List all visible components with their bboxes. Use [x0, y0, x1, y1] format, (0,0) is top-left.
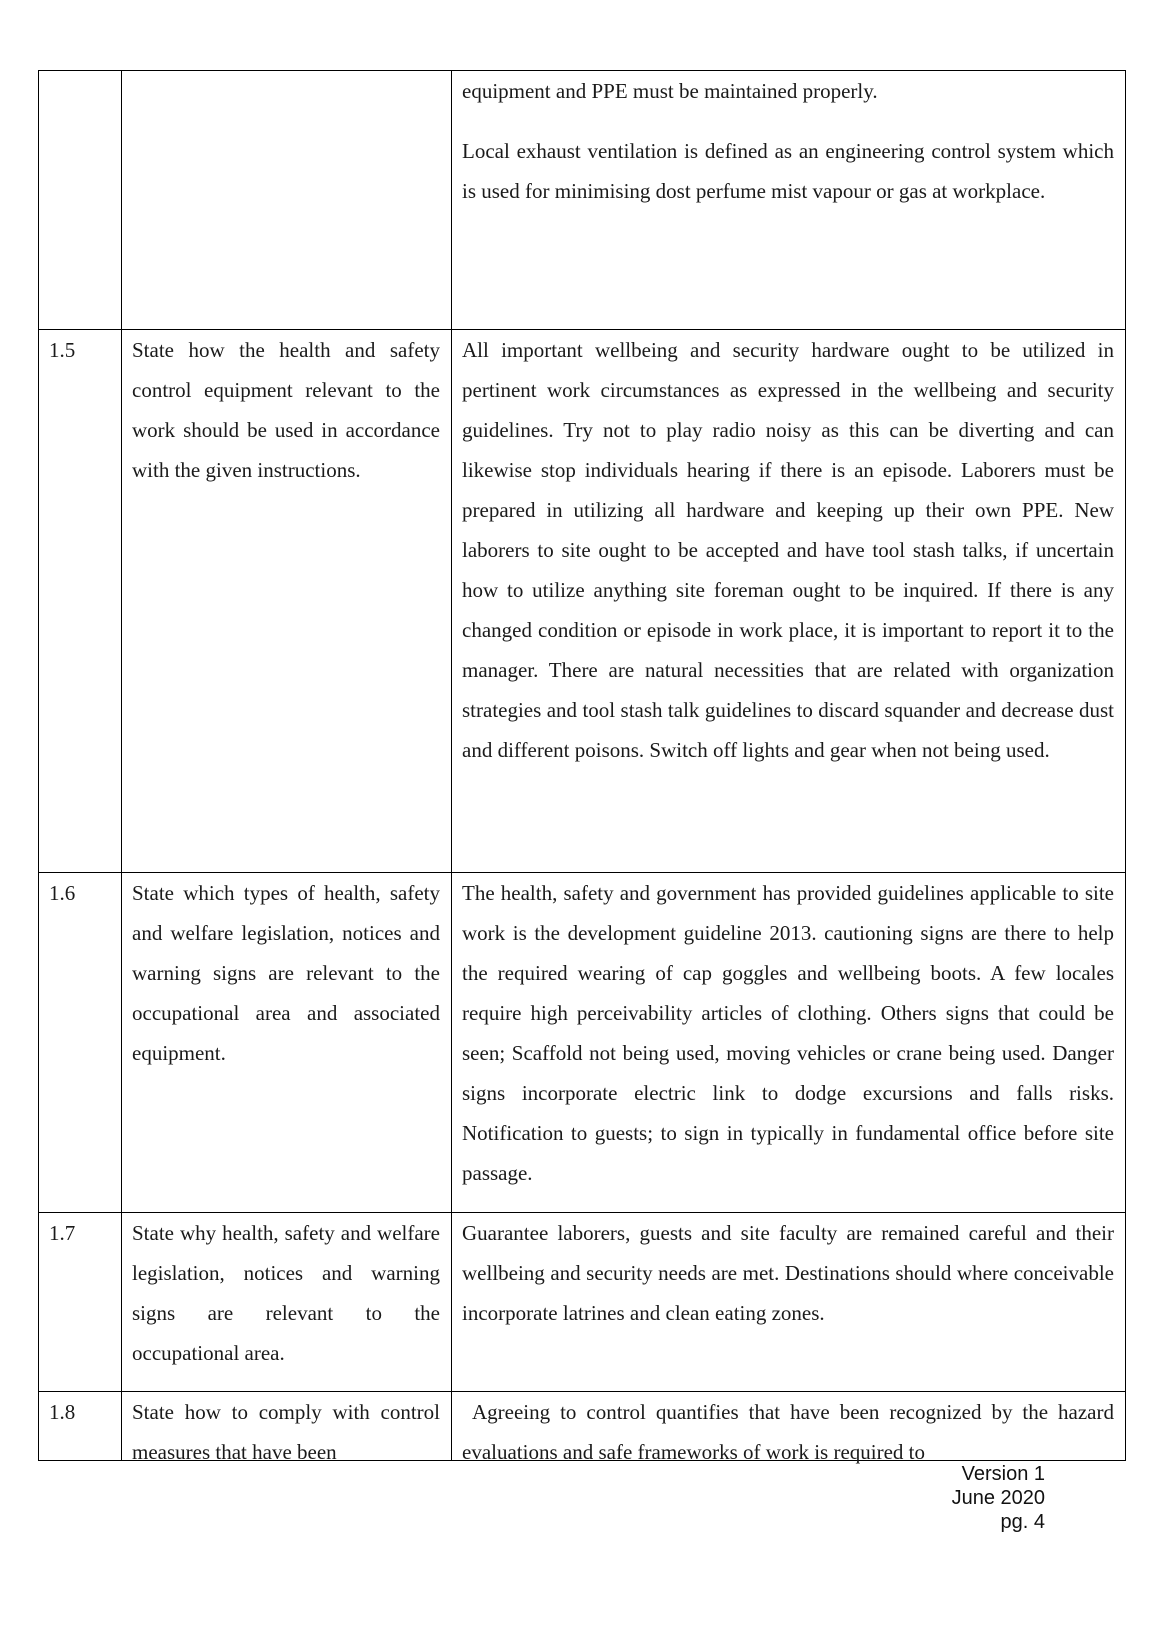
- row-number-cell: [39, 71, 122, 330]
- table-row: [39, 873, 1126, 1213]
- answer-cell: [452, 873, 1126, 1213]
- row-number: 1.6: [49, 881, 76, 905]
- question-cell: [122, 1213, 452, 1392]
- answer-text: Agreeing to control quantifies that have been recognized by the hazard evaluations and safe frameworks of work is required to: [462, 1400, 1120, 1464]
- answer-cell: [452, 1392, 1126, 1464]
- answer-text: Guarantee laborers, guests and site faculty are remained careful and their wellbeing and security needs are met. Destinations should where conceivable incorporate latrines and clean eating zones.: [462, 1221, 1114, 1325]
- row-number: 1.8: [49, 1400, 76, 1424]
- question-text: State how the health and safety control equipment relevant to the work should be used in accordance with the given instructions.: [132, 338, 440, 482]
- page-footer: [952, 1462, 1045, 1534]
- table-row: [39, 1392, 1126, 1461]
- question-text: State why health, safety and welfare legislation, notices and warning signs are relevant to the occupational area.: [132, 1221, 440, 1365]
- row-number: 1.7: [49, 1221, 76, 1245]
- answer-text: equipment and PPE must be maintained properly.: [462, 79, 878, 103]
- answer-text: Local exhaust ventilation is defined as an engineering control system which is used for minimising dost perfume mist vapour or gas at workplace.: [462, 139, 1114, 203]
- table-row: [39, 71, 1126, 330]
- question-text: State which types of health, safety and welfare legislation, notices and warning signs are relevant to the occupational area and associated equipment.: [132, 881, 440, 1065]
- page-number: pg. 4: [1000, 1511, 1045, 1533]
- table-row: [39, 330, 1126, 873]
- question-cell: [122, 873, 452, 1213]
- row-number-cell: [39, 873, 122, 1213]
- date-label: June 2020: [951, 1487, 1045, 1509]
- question-cell: [122, 330, 452, 873]
- question-cell: [122, 1392, 452, 1464]
- row-number: 1.5: [49, 338, 76, 362]
- row-number-cell: [39, 1392, 122, 1461]
- answer-cell: [452, 71, 1126, 330]
- answer-cell: [452, 1213, 1126, 1392]
- assessment-table: [38, 70, 1126, 1464]
- row-number-cell: [39, 330, 122, 873]
- table-row: [39, 1213, 1126, 1392]
- row-number-cell: [39, 1213, 122, 1392]
- question-cell: [122, 71, 452, 330]
- question-text: State how to comply with control measures that have been: [132, 1400, 440, 1464]
- answer-text: The health, safety and government has provided guidelines applicable to site work is the development guideline 2013. cautioning signs are there to help the required wearing of cap goggles and wellbeing boots. A few locales require high perceivability articles of clothing. Others signs that could be seen; Scaffold not being used, moving vehicles or crane being used. Danger signs incorporate electric link to dodge excursions and falls risks. Notification to guests; to sign in typically in fundamental office before site passage.: [462, 881, 1114, 1185]
- answer-text: All important wellbeing and security hardware ought to be utilized in pertinent work circumstances as expressed in the wellbeing and security guidelines. Try not to play radio noisy as this can be diverting and can likewise stop individuals hearing if there is an episode. Laborers must be prepared in utilizing all hardware and keeping up their own PPE. New laborers to site ought to be accepted and have tool stash talks, if uncertain how to utilize anything site foreman ought to be inquired. If there is any changed condition or episode in work place, it is important to report it to the manager. There are natural necessities that are related with organization strategies and tool stash talk guidelines to discard squander and decrease dust and different poisons. Switch off lights and gear when not being used.: [462, 338, 1114, 762]
- answer-cell: [452, 330, 1126, 873]
- version-label: Version 1: [961, 1463, 1045, 1485]
